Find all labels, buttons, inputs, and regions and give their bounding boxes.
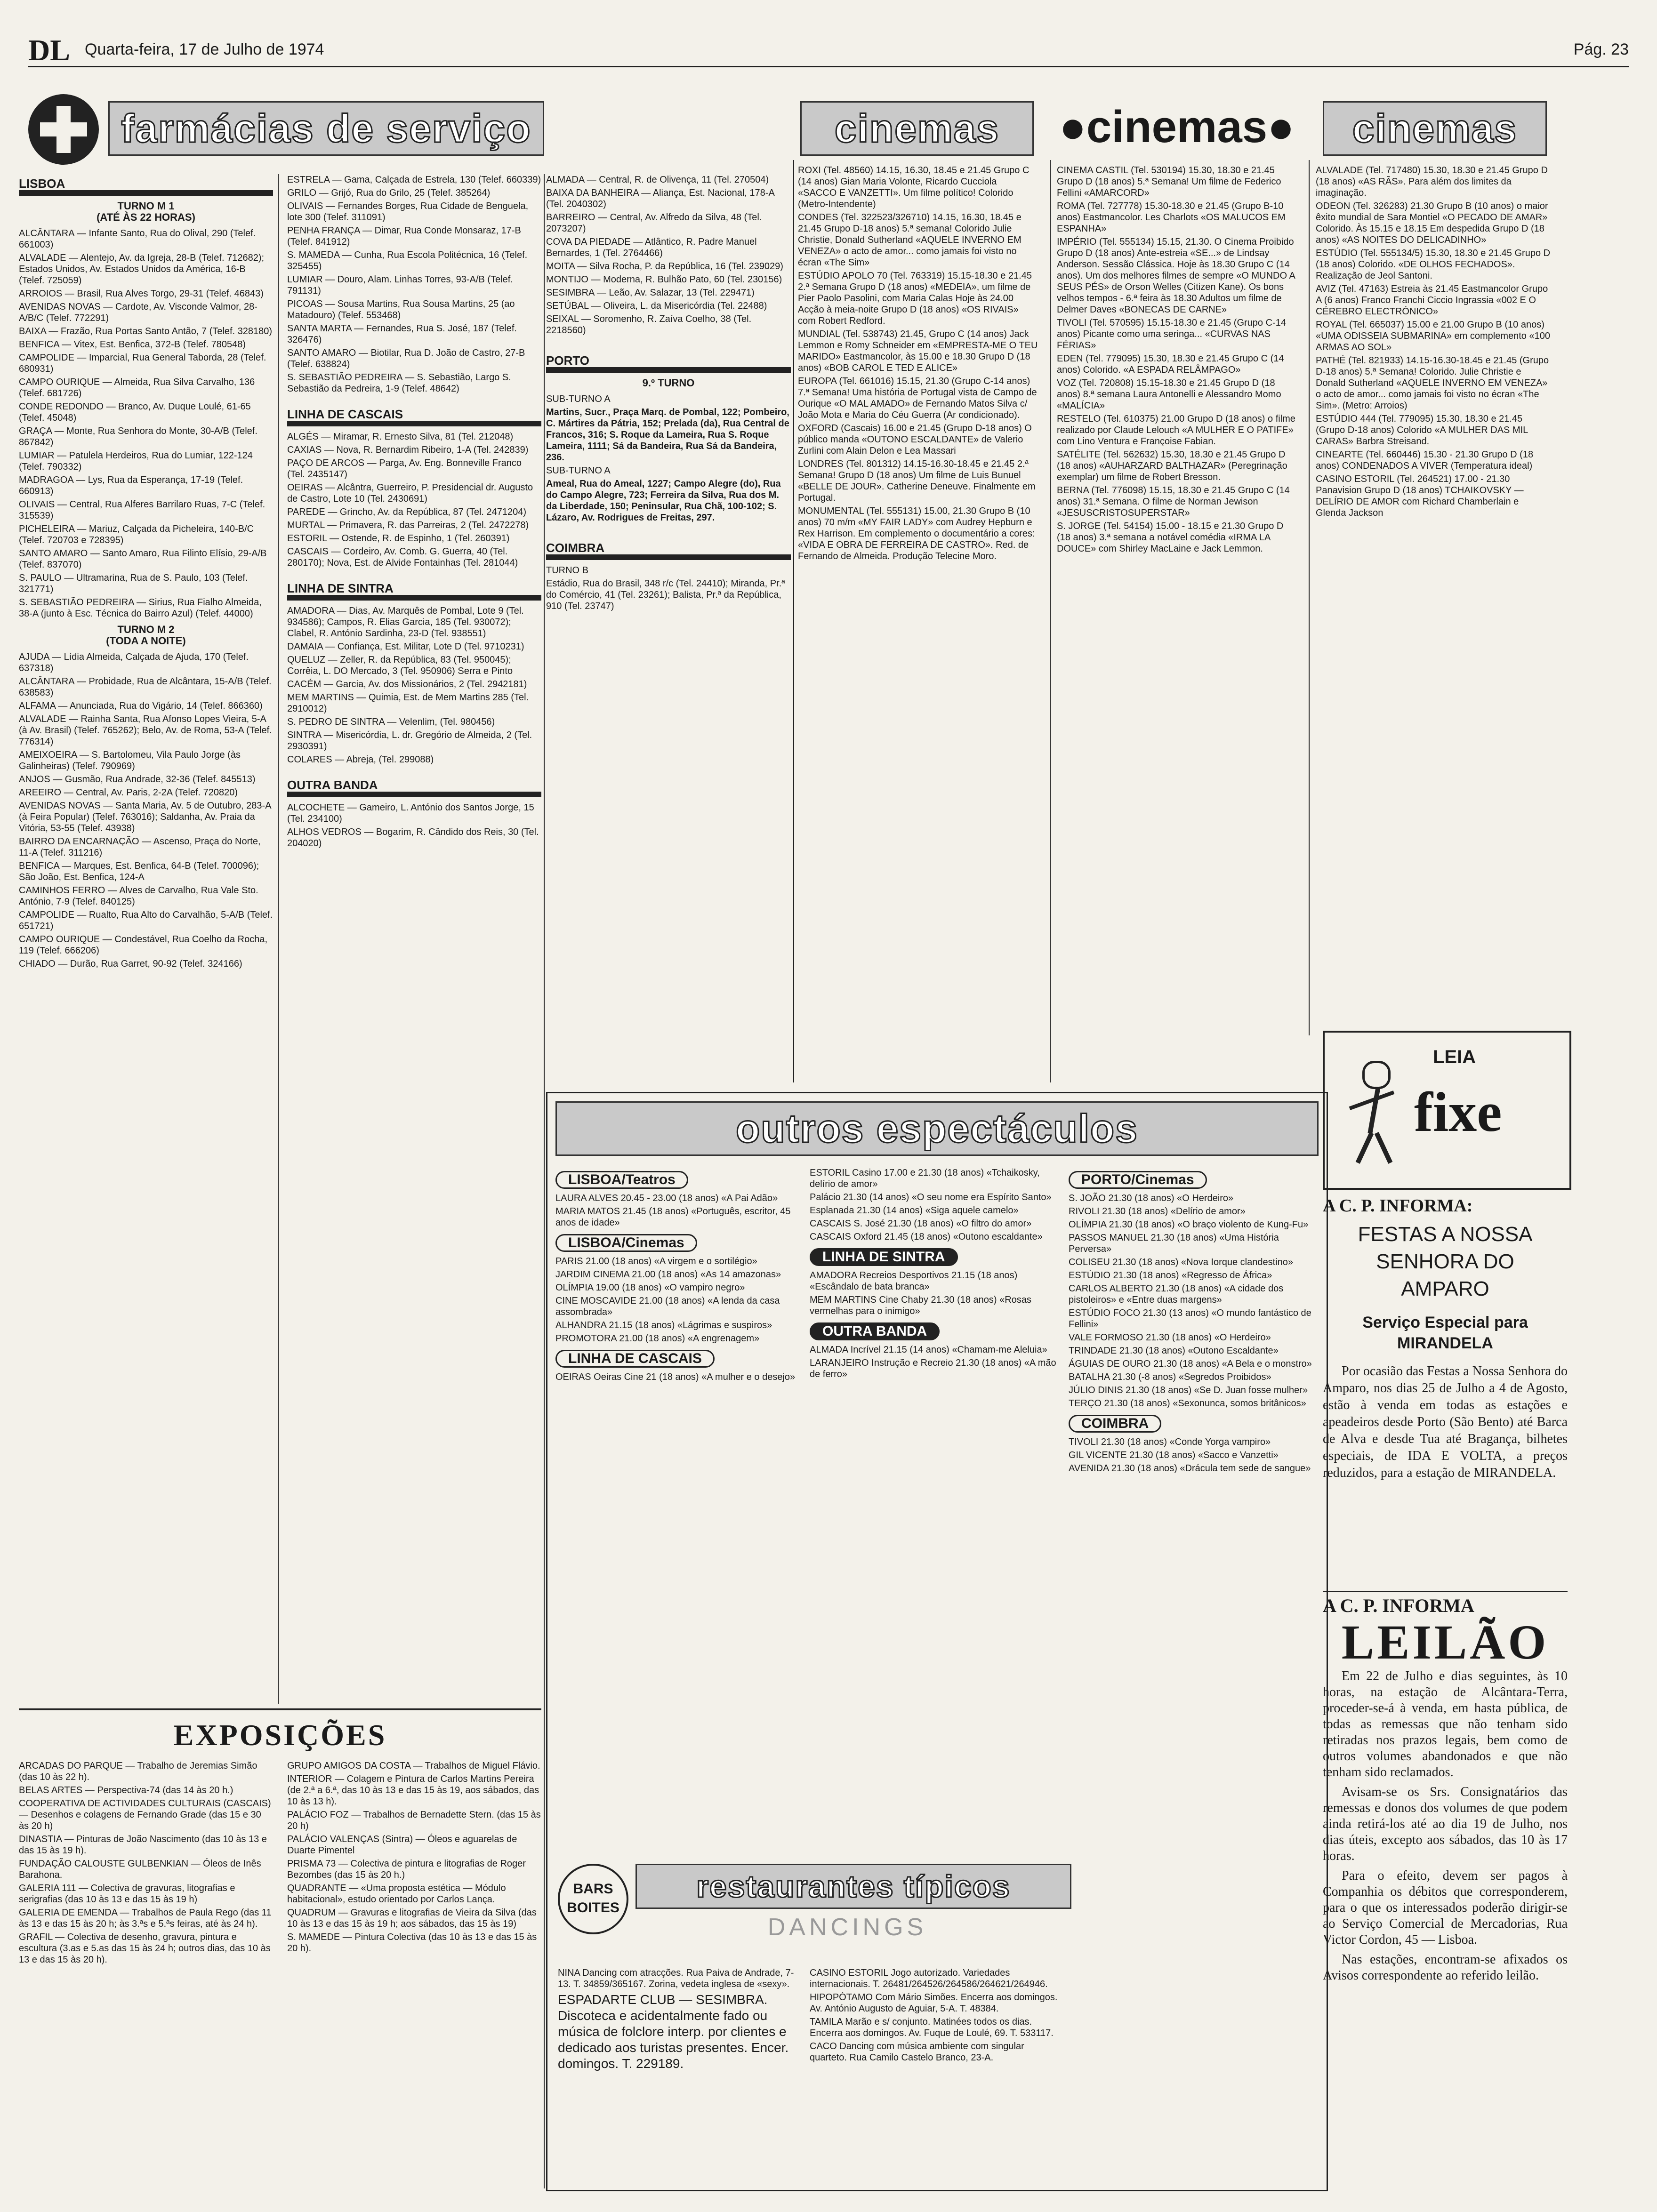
pharmacy-entry: PAÇO DE ARCOS — Parga, Av. Eng. Bonneville Franco (Tel. 2435147) — [287, 458, 522, 480]
cross-icon — [28, 94, 99, 165]
exhibition-entry: INTERIOR — Colagem e Pintura de Carlos Martins Pereira (de 2.ª a 6.ª, das 10 às 13 e das 15 às 19, aos sábados, das 10 às 13 h). — [287, 1774, 539, 1807]
show-entry: Palácio 21.30 (14 anos) «O seu nome era Espírito Santo» — [810, 1192, 1052, 1202]
dancings-right — [810, 1967, 1059, 2179]
cinema-entry: VOZ (Tel. 720808) 15.15-18.30 e 21.45 Grupo D (18 anos) 8.ª semana Laura Antonelli e Alessandro Momo «MALÍCIA» — [1057, 378, 1281, 411]
pharmacy-entry: PAREDE — Grincho, Av. da República, 87 (Tel. 2471204) — [287, 507, 527, 517]
pharmacy-entry: ARROIOS — Brasil, Rua Alves Torgo, 29-31 (Telef. 46843) — [19, 289, 264, 299]
fixe-ad — [1323, 1031, 1571, 1190]
show-entry: ALHANDRA 21.15 (18 anos) «Lágrimas e suspiros» — [555, 1320, 772, 1330]
show-entry: JARDIM CINEMA 21.00 (18 anos) «As 14 amazonas» — [555, 1269, 781, 1280]
section-divider — [19, 1708, 541, 1710]
farmacias-col-2 — [287, 174, 541, 1675]
acp-informa-1: A C. P. INFORMA: — [1323, 1196, 1473, 1216]
restaurantes-banner: restaurantes típicos — [635, 1864, 1071, 1909]
pharmacy-entry: AMADORA — Dias, Av. Marquês de Pombal, Lote 9 (Tel. 934586); Campos, R. Elias Garcia, 185 (Tel. 930072); Clabel, R. António Sardinha, 23-D (Tel. 938551) — [287, 606, 524, 639]
pharmacy-entry: SEIXAL — Soromenho, R. Zaíva Coelho, 38 (Tel. 2218560) — [546, 314, 752, 336]
exhibition-entry: GALERIA 111 — Colectiva de gravuras, litografias e serigrafias (das 10 às 13 e das 15 às 19 h) — [19, 1883, 235, 1905]
exhibition-entry: GALERIA DE EMENDA — Trabalhos de Paula Rego (das 11 às 13 e das 15 às 20 h; às 3.ªs e 5.ªs feiras, até às 24 h). — [19, 1907, 272, 1929]
pharmacy-entry: GRILO — Grijó, Rua do Grilo, 25 (Telef. 385264) — [287, 188, 491, 198]
outros-col-3 — [1069, 1167, 1318, 2179]
pharmacy-entry: BENFICA — Vitex, Est. Benfica, 372-B (Telef. 780548) — [19, 339, 246, 350]
show-entry: AMADORA Recreios Desportivos 21.15 (18 anos) «Escândalo de bata branca» — [810, 1270, 1018, 1292]
cinemas-col-2 — [1057, 165, 1297, 1082]
pharmacy-entry: CAMPO OURIQUE — Condestável, Rua Coelho da Rocha, 119 (Telef. 666206) — [19, 934, 267, 956]
cinema-entry: BERNA (Tel. 776098) 15.15, 18.30 e 21.45 Grupo C (14 anos) 31.ª Semana. O filme de Norman Jewison «JESUSCRISTOSUPERSTAR» — [1057, 485, 1290, 518]
column-divider — [1050, 160, 1051, 1082]
show-entry: MEM MARTINS Cine Chaby 21.30 (18 anos) «Rosas vermelhas para o inimigo» — [810, 1295, 1031, 1316]
pharmacy-entry: OLIVAIS — Central, Rua Alferes Barrilaro Ruas, 7-C (Telef. 315539) — [19, 499, 265, 521]
pharmacy-entry: AVENIDAS NOVAS — Santa Maria, Av. 5 de Outubro, 283-A (à Feira Popular) (Telef. 763016); Saldanha, Av. Praia da Vitória, 53-55 (Telef. 43938) — [19, 801, 271, 834]
leilao-text-2: Avisam-se os Srs. Consignatários das remessas e donos dos volumes de que podem ainda retirá-los até ao dia 19 de Julho, nos dias úteis, excepto aos sábados, das 10 às 17 horas. — [1323, 1785, 1568, 1863]
festas-title: FESTAS A NOSSA SENHORA DO AMPARO — [1358, 1223, 1533, 1300]
column-divider — [544, 174, 545, 2188]
pharmacy-entry: S. PAULO — Ultramarina, Rua de S. Paulo, 103 (Telef. 321771) — [19, 573, 248, 594]
cinema-entry: ALVALADE (Tel. 717480) 15.30, 18.30 e 21.45 Grupo D (18 anos) «AS RÃS». Para além dos limites da imaginação. — [1316, 165, 1548, 198]
cinema-entry: ODEON (Tel. 326283) 21.30 Grupo B (10 anos) o maior êxito mundial de Sara Montiel «O PECADO DE AMAR» Colorido. Às 15.15 e 18.15 Em despedida Grupo D (18 anos) «AS NOITES DO DELICADINHO» — [1316, 201, 1548, 245]
porto-cinemas-pill: PORTO/Cinemas — [1069, 1171, 1207, 1189]
cinema-entry: ROXI (Tel. 48560) 14.15, 16.30, 18.45 e 21.45 Grupo C (14 anos) Gian Maria Volonte, Ricardo Cucciola «SACCO E VANZETTI». Um filme político! Colorido (Metro-Intendente) — [798, 165, 1030, 209]
show-entry: AVENIDA 21.30 (18 anos) «Drácula tem sede de sangue» — [1069, 1463, 1311, 1474]
pharmacy-entry: ALGÉS — Miramar, R. Ernesto Silva, 81 (Tel. 212048) — [287, 432, 514, 442]
leia-label: LEIA — [1433, 1047, 1476, 1067]
cinema-entry: S. JORGE (Tel. 54154) 15.00 - 18.15 e 21.30 Grupo D (18 anos) 3.ª semana a notável comédia «IRMA LA DOUCE» com Shirley MacLaine e Jack Lemmon. — [1057, 521, 1284, 554]
lisboa-teatros-heading: LISBOA/Teatros — [555, 1171, 688, 1189]
exhibition-entry: BELAS ARTES — Perspectiva-74 (das 14 às 20 h.) — [19, 1785, 233, 1795]
dancing-entry: TAMILA Marão e s/ conjunto. Matinées todos os dias. Encerra aos domingos. Av. Fuque de Loulé, 69. T. 533117. — [810, 2017, 1054, 2038]
pharmacy-list-turno1 — [19, 228, 273, 619]
farmacias-banner: farmácias de serviço — [108, 101, 544, 156]
pharmacy-entry: BARREIRO — Central, Av. Alfredo da Silva, 48 (Tel. 2073207) — [546, 212, 762, 234]
linha-cascais-pill: LINHA DE CASCAIS — [555, 1350, 715, 1368]
leilao-title: LEILÃO — [1341, 1615, 1549, 1669]
fixe-logo: fixe — [1414, 1081, 1502, 1143]
pharmacy-entry: ALVALADE — Alentejo, Av. da Igreja, 28-B (Telef. 712682); Estados Unidos, Av. Estados Unidos da América, 16-B (Telef. 725059) — [19, 253, 265, 286]
exhibition-entry: GRAFIL — Colectiva de desenho, gravura, pintura e escultura (3.as e 5.as das 15 às 24 h; outros dias, das 10 às 13 e das 15 às 20 h). — [19, 1932, 271, 1965]
cinemas-col-3 — [1316, 165, 1551, 1050]
pharmacy-entry: LUMIAR — Patulela Herdeiros, Rua do Lumiar, 122-124 (Telef. 790332) — [19, 450, 253, 472]
cinema-entry: ROYAL (Tel. 665037) 15.00 e 21.00 Grupo B (10 anos) «UMA ODISSEIA SUBMARINA» em complemento «100 ARMAS AO SOL» — [1316, 320, 1550, 353]
pharmacy-entry: PICHELEIRA — Mariuz, Calçada da Picheleira, 140-B/C (Telef. 720703 e 728395) — [19, 524, 254, 545]
cinema-entry: LONDRES (Tel. 801312) 14.15-16.30-18.45 e 21.45 2.ª Semana! Grupo D (18 anos) Um filme de Luis Bunuel «BELLE DE JOUR». Catherine Deneuve. Finalmente em Portugal. — [798, 459, 1036, 503]
cinema-entry: OXFORD (Cascais) 16.00 e 21.45 (Grupo D-18 anos) O público manda «OUTONO ESCALDANTE» de Valerio Zurlini com Alain Delon e Lea Massari — [798, 423, 1032, 456]
column-divider — [278, 174, 279, 1704]
show-entry: CARLOS ALBERTO 21.30 (18 anos) «A cidade dos pistoleiros» e «Entre duas margens» — [1069, 1283, 1284, 1305]
coimbra-pharmacies: Estádio, Rua do Brasil, 348 r/c (Tel. 24410); Miranda, Pr.ª do Comércio, 41 (Tel. 23261); Balista, Pr.ª da República, 910 (Tel. 23747) — [546, 578, 785, 611]
pharmacy-entry: CAMPO OURIQUE — Almeida, Rua Silva Carvalho, 136 (Telef. 681726) — [19, 377, 255, 399]
cinemas-banner-left: cinemas — [800, 101, 1034, 156]
farmacias-col-1 — [19, 174, 273, 1675]
cinemas-banner-right: cinemas — [1323, 101, 1547, 156]
coimbra-pill: COIMBRA — [1069, 1415, 1161, 1433]
pharmacy-entry: SANTO AMARO — Santo Amaro, Rua Filinto Elísio, 29-A/B (Telef. 837070) — [19, 548, 267, 570]
pharmacy-entry: ALHOS VEDROS — Bogarim, R. Cândido dos Reis, 30 (Tel. 204020) — [287, 827, 539, 849]
show-entry: OLÍMPIA 21.30 (18 anos) «O braço violento de Kung-Fu» — [1069, 1219, 1309, 1230]
pharmacy-entry: S. MAMEDA — Cunha, Rua Escola Politécnica, 16 (Telef. 325455) — [287, 250, 528, 272]
pharmacy-entry: CAMPOLIDE — Imparcial, Rua General Taborda, 28 (Telef. 680931) — [19, 353, 266, 374]
pharmacy-entry: SANTO AMARO — Biotilar, Rua D. João de Castro, 27-B (Telef. 638824) — [287, 348, 525, 369]
porto-turno: 9.º TURNO — [642, 377, 695, 389]
pharmacy-entry: MOITA — Silva Rocha, P. da República, 16 (Tel. 239029) — [546, 261, 783, 272]
show-entry: ESTÚDIO 21.30 (18 anos) «Regresso de África» — [1069, 1270, 1272, 1281]
masthead — [28, 33, 1629, 67]
leilao-text: Em 22 de Julho e dias seguintes, às 10 horas, na estação de Alcântara-Terra, proceder-se-á à venda, em hasta pública, de todas as remessas que não tenham sido retiradas nos prazos legais, bem como de outros volumes abandonados e que não tenham sido reclamados. — [1323, 1669, 1568, 1779]
show-entry: PROMOTORA 21.00 (18 anos) «A engrenagem» — [555, 1333, 760, 1344]
pharmacy-entry: ALCOCHETE — Gameiro, L. António dos Santos Jorge, 15 (Tel. 234100) — [287, 802, 534, 824]
pharmacy-entry: S. SEBASTIÃO PEDREIRA — Sirius, Rua Fialho Almeida, 38-A (junto à Esc. Técnica do Bairro Azul) (Telef. 44000) — [19, 597, 262, 619]
pharmacy-entry: S. PEDRO DE SINTRA — Velenlim, (Tel. 980456) — [287, 717, 495, 727]
show-entry: COLISEU 21.30 (18 anos) «Nova Iorque clandestino» — [1069, 1257, 1293, 1267]
cinema-entry: RESTELO (Tel. 610375) 21.00 Grupo D (18 anos) o filme realizado por Claude Lelouch «A MULHER E O PATIFE» com Lino Ventura e Françoise Fabian. — [1057, 414, 1295, 447]
subturno-b-label: SUB-TURNO A — [546, 465, 611, 476]
dancing-entry: CASINO ESTORIL Jogo autorizado. Variedades internacionais. T. 26481/264526/264586/264621/264946. — [810, 1968, 1048, 1989]
pharmacy-entry: SETÚBAL — Oliveira, L. da Misericórdia (Tel. 22488) — [546, 301, 767, 311]
cinema-entry: IMPÉRIO (Tel. 555134) 15.15, 21.30. O Cinema Proibido Grupo D (18 anos) Ante-estreia «SE...» de Lindsay Anderson. Sessão Clássica. Hoje às 18.30 Grupo C (14 anos). Um dos melhores filmes de sempre «O MUNDO A SEUS PÉS» de Orson Welles (Citizen Kane). Os bons velhos tempos - 6.ª feira às 18.30 Adultos um filme de Delmer Daves «BONECAS DE CARNE» — [1057, 237, 1295, 315]
show-entry: PASSOS MANUEL 21.30 (18 anos) «Uma História Perversa» — [1069, 1233, 1279, 1254]
coimbra-heading: COIMBRA — [546, 542, 791, 560]
servico-especial: Serviço Especial para MIRANDELA — [1362, 1314, 1528, 1352]
dancings-left — [558, 1967, 803, 2179]
show-entry: ESTORIL Casino 17.00 e 21.30 (18 anos) «Tchaikosky, delírio de amor» — [810, 1168, 1040, 1189]
pharmacy-entry: COVA DA PIEDADE — Atlântico, R. Padre Manuel Bernardes, 1 (Tel. 2764466) — [546, 237, 757, 258]
show-entry: GIL VICENTE 21.30 (18 anos) «Sacco e Vanzetti» — [1069, 1450, 1279, 1460]
cinema-entry: ROMA (Tel. 727778) 15.30-18.30 e 21.45 (Grupo B-10 anos) Eastmancolor. Les Charlots «OS MALUCOS EM ESPANHA» — [1057, 201, 1286, 234]
acp-leilao-ad — [1323, 1591, 1568, 2197]
column-divider — [1309, 160, 1310, 1035]
linha-cascais-heading: LINHA DE CASCAIS — [287, 409, 541, 426]
show-entry: LAURA ALVES 20.45 - 23.00 (18 anos) «A Pai Adão» — [555, 1193, 778, 1203]
exhibition-entry: GRUPO AMIGOS DA COSTA — Trabalhos de Miguel Flávio. — [287, 1761, 540, 1771]
dancing-entry: NINA Dancing com atracções. Rua Paiva de Andrade, 7-13. T. 34859/365167. Zorina, vedeta inglesa de «sexy». — [558, 1968, 794, 1989]
show-entry: CINE MOSCAVIDE 21.00 (18 anos) «A lenda da casa assombrada» — [555, 1296, 780, 1317]
pharmacy-entry: ESTRELA — Gama, Calçada de Estrela, 130 (Telef. 660339) — [287, 175, 541, 185]
show-entry: TIVOLI 21.30 (18 anos) «Conde Yorga vampiro» — [1069, 1437, 1271, 1447]
show-entry: TERÇO 21.30 (18 anos) «Sexonunca, somos britânicos» — [1069, 1398, 1306, 1409]
linha-sintra-heading: LINHA DE SINTRA — [287, 583, 541, 601]
leilao-text-3: Para o efeito, devem ser pagos à Companhia os débitos que corresponderem, para o que os interessados poderão dirigir-se ao Serviço Comercial de Mercadorias, Rua Victor Cordon, 45 — Lisboa. — [1323, 1868, 1568, 1947]
coimbra-turno: TURNO B — [546, 565, 588, 576]
pharmacy-entry: PICOAS — Sousa Martins, Rua Sousa Martins, 25 (ao Matadouro) (Telef. 553468) — [287, 299, 515, 321]
cinema-entry: TIVOLI (Tel. 570595) 15.15-18.30 e 21.45 (Grupo C-14 anos) Picante como uma seringa... «CURVAS NAS FÉRIAS» — [1057, 318, 1286, 351]
show-entry: LARANJEIRO Instrução e Recreio 21.30 (18 anos) «A mão de ferro» — [810, 1358, 1056, 1379]
pharmacy-entry: CAXIAS — Nova, R. Bernardim Ribeiro, 1-A (Tel. 242839) — [287, 445, 529, 455]
cinema-entry: CINEMA CASTIL (Tel. 530194) 15.30, 18.30 e 21.45 Grupo D (18 anos) 5.ª Semana! Um filme de Federico Fellini «AMARCORD» — [1057, 165, 1281, 198]
show-entry: S. JOÃO 21.30 (18 anos) «O Herdeiro» — [1069, 1193, 1234, 1203]
show-entry: ALMADA Incrível 21.15 (14 anos) «Chamam-me Aleluia» — [810, 1345, 1047, 1355]
cinema-entry: SATÉLITE (Tel. 562632) 15.30, 18.30 e 21.45 Grupo D (18 anos) «AUHARZARD BALTHAZAR» (Peregrinação exemplar) um filme de Robert Bresson. — [1057, 449, 1287, 482]
pharmacy-entry: ANJOS — Gusmão, Rua Andrade, 32-36 (Telef. 845513) — [19, 774, 256, 785]
exposicoes-right — [287, 1760, 541, 2193]
cinema-entry: ESTÚDIO APOLO 70 (Tel. 763319) 15.15-18.30 e 21.45 2.ª Semana Grupo D (18 anos) «MEDEIA», um filme de Pier Paolo Pasolini, com Maria Calas Hoje às 24.00 Acção à meia-noite Grupo D (18 anos) «OS RIVAIS» com Robert Redford. — [798, 271, 1032, 326]
cinema-entry: MONUMENTAL (Tel. 555131) 15.00, 21.30 Grupo B (10 anos) 70 m/m «MY FAIR LADY» com Audrey Hepburn e Rex Harrison. Em complemento o documentário a cores: «VIDA E OBRA DE FERREIRA DE CASTRO». Red. de Fernando de Almeida. Produção Telecine Moro. — [798, 506, 1035, 561]
pharmacy-entry: BAIXA DA BANHEIRA — Aliança, Est. Nacional, 178-A (Tel. 2040302) — [546, 188, 774, 209]
cinema-entry: ESTÚDIO 444 (Tel. 779095) 15.30, 18.30 e 21.45 (Grupo D-18 anos) Colorido «A MULHER DAS MIL CARAS» Barbra Streisand. — [1316, 414, 1528, 447]
pharmacy-entry: CASCAIS — Cordeiro, Av. Comb. G. Guerra, 40 (Tel. 280170); Nova, Est. de Alvide Fontainhas (Tel. 281044) — [287, 546, 518, 568]
outra-banda-pill: OUTRA BANDA — [810, 1322, 940, 1340]
show-entry: CASCAIS S. José 21.30 (18 anos) «O filtro do amor» — [810, 1218, 1032, 1229]
show-entry: Esplanada 21.30 (14 anos) «Siga aquele camelo» — [810, 1205, 1019, 1216]
farmacias-col-3 — [546, 174, 791, 1092]
show-entry: ÁGUIAS DE OURO 21.30 (18 anos) «A Bela e o monstro» — [1069, 1359, 1312, 1369]
pharmacy-list-turno2 — [19, 651, 273, 970]
turno1-heading: TURNO M 1 (ATÉ ÀS 22 HORAS) — [97, 200, 195, 223]
dancing-entry: CACO Dancing com música ambiente com singular quarteto. Rua Camilo Castelo Branco, 23-A. — [810, 2041, 1024, 2063]
pharmacy-entry: PENHA FRANÇA — Dimar, Rua Conde Monsaraz, 17-B (Telef. 841912) — [287, 225, 521, 247]
porto-heading: PORTO — [546, 355, 791, 373]
pharmacy-entry: AJUDA — Lídia Almeida, Calçada de Ajuda, 170 (Telef. 637318) — [19, 652, 249, 673]
cinema-entry: CASINO ESTORIL (Tel. 264521) 17.00 - 21.30 Panavision Grupo D (18 anos) TCHAIKOVSKY — DELÍRIO DE AMOR com Richard Chamberlain e Glenda Jackson — [1316, 474, 1524, 518]
festas-text: Por ocasião das Festas a Nossa Senhora do Amparo, nos dias 25 de Julho a 4 de Agosto, estão à venda em todas as estações e apeadeiros desde Porto (São Bento) até Barca de Alva e desde Tua até Bragança, bilhetes especiais, de IDA E VOLTA, a preços reduzidos, para a estação de MIRANDELA. — [1323, 1364, 1568, 1480]
cinema-entry: PATHÉ (Tel. 821933) 14.15-16.30-18.45 e 21.45 (Grupo D-18 anos) 5.ª Semana! Colorido. Julie Christie e Donald Sutherland «AQUELE INVERNO EM VENEZA» o acto de amor... como jamais foi visto no écran «The Sim». (Metro: Arroios) — [1316, 355, 1549, 411]
pharmacy-entry: CAMINHOS FERRO — Alves de Carvalho, Rua Vale Sto. António, 7-9 (Telef. 840125) — [19, 885, 258, 907]
exhibition-entry: FUNDAÇÃO CALOUSTE GULBENKIAN — Óleos de Inês Barahona. — [19, 1859, 261, 1880]
cinemas-banner-center: ●cinemas● — [1059, 102, 1295, 152]
cinema-entry: EUROPA (Tel. 661016) 15.15, 21.30 (Grupo C-14 anos) 7.ª Semana! Uma história de Portugal vista de Campo de Ourique «O MAL AMADO» de Fernando Matos Silva c/ João Mota e Maria do Céu Guerra (Ar condicionado). — [798, 376, 1037, 420]
show-entry: BATALHA 21.30 (-8 anos) «Segredos Proibidos» — [1069, 1372, 1271, 1382]
cinema-entry: CINEARTE (Tel. 660446) 15.30 - 21.30 Grupo D (18 anos) CONDENADOS A VIVER (Temperatura ideal) — [1316, 449, 1534, 471]
bars-boites-badge: BARS BOITES — [558, 1864, 628, 1934]
pharmacy-entry: ALVALADE — Rainha Santa, Rua Afonso Lopes Vieira, 5-A (à Av. Brasil) (Telef. 765262); Belo, Av. de Roma, 53-A (Telef. 776314) — [19, 714, 272, 747]
pharmacy-entry: ALCÂNTARA — Infante Santo, Rua do Olival, 290 (Telef. 661003) — [19, 228, 256, 250]
acp-festas-ad — [1323, 1191, 1568, 1581]
turno2-heading: TURNO M 2 (TODA A NOITE) — [106, 624, 186, 647]
page-number: Pág. 23 — [1573, 40, 1629, 58]
exhibition-entry: PRISMA 73 — Colectiva de pintura e litografias de Roger Bezombes (das 15 às 20 h.) — [287, 1859, 526, 1880]
column-divider — [793, 160, 794, 1082]
show-entry: OEIRAS Oeiras Cine 21 (18 anos) «A mulher e o desejo» — [555, 1372, 796, 1382]
pharmacy-entry: MURTAL — Primavera, R. das Parreiras, 2 (Tel. 2472278) — [287, 520, 529, 530]
pharmacy-entry: CAMPOLIDE — Rualto, Rua Alto do Carvalhão, 5-A/B (Telef. 651721) — [19, 910, 273, 931]
exhibition-entry: QUADRANTE — «Uma proposta estética — Módulo habitacional», estudo orientado por Carlos Lança. — [287, 1883, 506, 1905]
pharmacy-entry: AVENIDAS NOVAS — Cardote, Av. Visconde Valmor, 28-A/B/C (Telef. 772291) — [19, 302, 257, 323]
pharmacy-entry: CHIADO — Durão, Rua Garret, 90-92 (Telef. 324166) — [19, 959, 242, 969]
exposicoes-left — [19, 1760, 273, 2193]
outros-banner: outros espectáculos — [555, 1101, 1319, 1156]
pharmacy-entry: ALFAMA — Anunciada, Rua do Vigário, 14 (Telef. 866360) — [19, 701, 263, 711]
pharmacy-entry: AREEIRO — Central, Av. Paris, 2-2A (Telef. 720820) — [19, 787, 238, 798]
show-entry: MARIA MATOS 21.45 (18 anos) «Português, escritor, 45 anos de idade» — [555, 1206, 791, 1228]
pharmacy-entry: CONDE REDONDO — Branco, Av. Duque Loulé, 61-65 (Telef. 45048) — [19, 401, 251, 423]
porto-subturno-a: Martins, Sucr., Praça Marq. de Pombal, 122; Pombeiro, C. Mártires da Pátria, 152; Prelada (da), Rua Central de Francos, 316; S. Roque da Lameira, Rua S. Roque Lameira, 1111; Sá da Bandeira, Rua Sá da Bandeira, 236. — [546, 407, 789, 463]
outra-banda-heading: OUTRA BANDA — [287, 779, 541, 797]
pharmacy-entry: LUMIAR — Douro, Alam. Linhas Torres, 93-A/B (Telef. 791131) — [287, 274, 513, 296]
show-entry: TRINDADE 21.30 (18 anos) «Outono Escaldante» — [1069, 1346, 1279, 1356]
show-entry: VALE FORMOSO 21.30 (18 anos) «O Herdeiro» — [1069, 1332, 1271, 1343]
pharmacy-entry: SINTRA — Misericórdia, L. dr. Gregório de Almeida, 2 (Tel. 2930391) — [287, 730, 532, 752]
exhibition-entry: QUADRUM — Gravuras e litografias de Vieira da Silva (das 10 às 13 e das 15 às 19 h; aos sábados, das 15 às 19) — [287, 1907, 537, 1929]
exhibition-entry: PALÁCIO VALENÇAS (Sintra) — Óleos e aguarelas de Duarte Pimentel — [287, 1834, 517, 1856]
pharmacy-entry: BAIRRO DA ENCARNAÇÃO — Ascenso, Praça do Norte, 11-A (Telef. 311216) — [19, 836, 261, 858]
subturno-a-label: SUB-TURNO A — [546, 394, 611, 404]
cinemas-col-1 — [798, 165, 1038, 1082]
pharmacy-entry: BENFICA — Marques, Est. Benfica, 64-B (Telef. 700096); São João, Est. Benfica, 124-A — [19, 861, 259, 882]
cinema-entry: AVIZ (Tel. 47163) Estreia às 21.45 Eastmancolor Grupo A (6 anos) Franco Franchi Ciccio Ingrassia «002 E O CÉREBRO ELECTRÓNICO» — [1316, 284, 1548, 317]
show-entry: RIVOLI 21.30 (18 anos) «Delírio de amor» — [1069, 1206, 1246, 1217]
cinema-entry: CONDES (Tel. 322523/326710) 14.15, 16.30, 18.45 e 21.45 Grupo D-18 anos) 5.ª semana! Colorido Julie Christie, Donald Sutherland «AQUELE INVERNO EM VENEZA» o acto de amor... como jamais foi visto no écran «The Sim» — [798, 212, 1022, 268]
pharmacy-entry: QUELUZ — Zeller, R. da República, 83 (Tel. 950045); Corrêia, L. DO Mercado, 3 (Tel. 950906) Serra e Pinto — [287, 655, 513, 676]
pharmacy-entry: COLARES — Abreja, (Tel. 299088) — [287, 754, 434, 765]
pharmacy-entry: SESIMBRA — Leão, Av. Salazar, 13 (Tel. 229471) — [546, 288, 755, 298]
show-entry: CASCAIS Oxford 21.45 (18 anos) «Outono escaldante» — [810, 1232, 1043, 1242]
mascot-icon — [1343, 1061, 1400, 1164]
leilao-text-4: Nas estações, encontram-se afixados os Avisos correspondente ao referido leilão. — [1323, 1952, 1568, 1983]
exhibition-entry: COOPERATIVA DE ACTIVIDADES CULTURAIS (CASCAIS) — Desenhos e colagens de Fernando Grade (das 15 e 30 às 20 h) — [19, 1798, 271, 1831]
acp-informa-2: A C. P. INFORMA — [1323, 1595, 1474, 1616]
pharmacy-entry: ESTORIL — Ostende, R. de Espinho, 1 (Tel. 260391) — [287, 533, 510, 544]
pharmacy-entry: MEM MARTINS — Quimia, Est. de Mem Martins 285 (Tel. 2910012) — [287, 692, 529, 714]
pharmacy-entry: GRAÇA — Monte, Rua Senhora do Monte, 30-A/B (Telef. 867842) — [19, 426, 257, 448]
pharmacy-entry: OLIVAIS — Fernandes Borges, Rua Cidade de Benguela, lote 300 (Telef. 311091) — [287, 201, 529, 223]
cinema-entry: MUNDIAL (Tel. 538743) 21.45, Grupo C (14 anos) Jack Lemmon e Romy Schneider em «EMPRESTA-ME O TEU MARIDO» Eastmancolor, às 15.00 e 18.30 Grupo D (18 anos) «BOB CAROL E TED E ALICE» — [798, 329, 1038, 373]
show-entry: JÚLIO DINIS 21.30 (18 anos) «Se D. Juan fosse mulher» — [1069, 1385, 1308, 1395]
outros-col-2 — [810, 1167, 1059, 1770]
show-entry: OLÍMPIA 19.00 (18 anos) «O vampiro negro» — [555, 1282, 745, 1293]
lisboa-cinemas-heading: LISBOA/Cinemas — [555, 1234, 697, 1252]
dancings-heading: DANCINGS — [767, 1914, 927, 1941]
outros-col-1 — [555, 1167, 805, 1770]
cinema-entry: ESTÚDIO (Tel. 555134/5) 15.30, 18.30 e 21.45 Grupo D (18 anos) Colorido. «DE OLHOS FECHADOS». Realização de Jeol Santoni. — [1316, 248, 1551, 281]
show-entry: ESTÚDIO FOCO 21.30 (13 anos) «O mundo fantástico de Fellini» — [1069, 1308, 1311, 1330]
espadarte-entry: ESPADARTE CLUB — SESIMBRA. Discoteca e acidentalmente fado ou música de folclore interp. por clientes e dedicado aos turistas presentes. Encer. domingos. T. 229189. — [558, 1992, 789, 2071]
issue-date: Quarta-feira, 17 de Julho de 1974 — [85, 40, 324, 58]
show-entry: PARIS 21.00 (18 anos) «A virgem e o sortilégio» — [555, 1256, 757, 1266]
cinema-entry: EDEN (Tel. 779095) 15.30, 18.30 e 21.45 Grupo C (14 anos) Colorido. «A ESPADA RELÂMPAGO» — [1057, 353, 1284, 375]
pharmacy-entry: OEIRAS — Alcântra, Guerreiro, P. Presidencial dr. Augusto de Castro, Lote 10 (Tel. 2430691) — [287, 482, 533, 504]
lisboa-heading: LISBOA — [19, 178, 273, 196]
pharmacy-entry: CACÉM — Garcia, Av. dos Missionários, 2 (Tel. 2942181) — [287, 679, 527, 689]
pharmacy-entry: ALMADA — Central, R. de Olivença, 11 (Tel. 270504) — [546, 175, 769, 185]
pharmacy-entry: MADRAGOA — Lys, Rua da Esperança, 17-19 (Telef. 660913) — [19, 475, 243, 497]
pharmacy-entry: BAIXA — Frazão, Rua Portas Santo Antão, 7 (Telef. 328180) — [19, 326, 273, 337]
linha-sintra-pill: LINHA DE SINTRA — [810, 1248, 958, 1266]
dancing-entry: HIPOPÓTAMO Com Mário Simões. Encerra aos domingos. Av. António Augusto de Aguiar, 5-A. T. 48384. — [810, 1992, 1058, 2014]
newspaper-logo: DL — [28, 33, 70, 67]
exhibition-entry: PALÁCIO FOZ — Trabalhos de Bernadette Stern. (das 15 às 20 h) — [287, 1810, 541, 1831]
exhibition-entry: DINASTIA — Pinturas de João Nascimento (das 10 às 13 e das 15 às 19 h). — [19, 1834, 267, 1856]
porto-subturno-b: Ameal, Rua do Ameal, 1227; Campo Alegre (do), Rua do Campo Alegre, 723; Ferreira da Silva, Rua dos M. da Liberdade, 150; Peninsular, Rua Chã, 100-102; S. Lázaro, Av. Rodrigues de Freitas, 297. — [546, 479, 781, 523]
pharmacy-entry: DAMAIA — Confiança, Est. Militar, Lote D (Tel. 9710231) — [287, 641, 524, 652]
pharmacy-entry: S. SEBASTIÃO PEDREIRA — S. Sebastião, Largo S. Sebastião da Pedreira, 1-9 (Telef. 48642) — [287, 372, 511, 394]
exhibition-entry: S. MAMEDE — Pintura Colectiva (das 10 às 13 e das 15 às 20 h). — [287, 1932, 537, 1954]
pharmacy-entry: MONTIJO — Moderna, R. Bulhão Pato, 60 (Tel. 230156) — [546, 274, 782, 285]
pharmacy-entry: AMEIXOEIRA — S. Bartolomeu, Vila Paulo Jorge (às Galinheiras) (Telef. 790969) — [19, 750, 241, 771]
exposicoes-heading: EXPOSIÇÕES — [173, 1718, 387, 1752]
pharmacy-entry: SANTA MARTA — Fernandes, Rua S. José, 187 (Telef. 326476) — [287, 323, 517, 345]
pharmacy-entry: ALCÂNTARA — Probidade, Rua de Alcântara, 15-A/B (Telef. 638583) — [19, 676, 272, 698]
exhibition-entry: ARCADAS DO PARQUE — Trabalho de Jeremias Simão (das 10 às 22 h). — [19, 1761, 257, 1782]
